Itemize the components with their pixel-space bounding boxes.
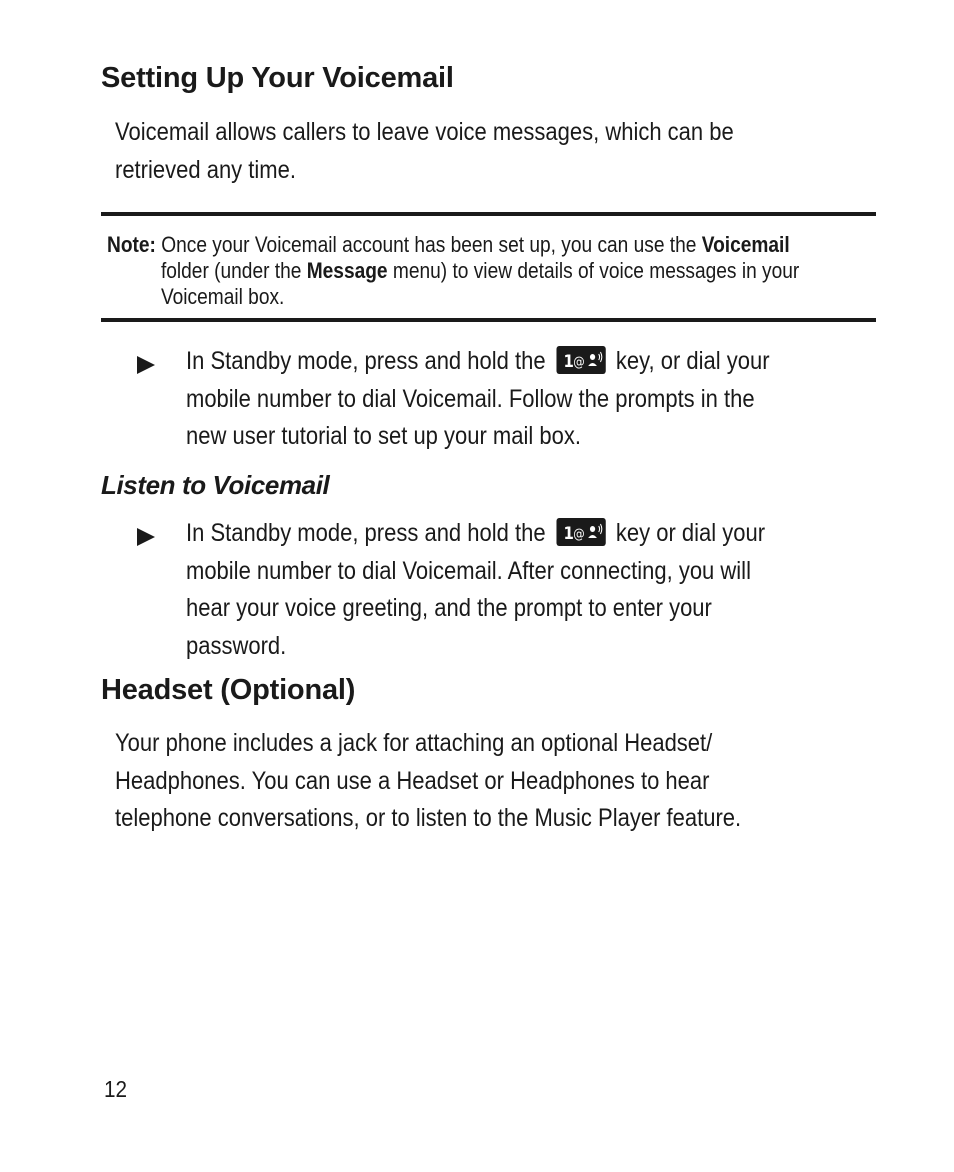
voicemail-intro-paragraph: [115, 114, 734, 189]
key-digit: 1: [563, 351, 574, 372]
headset-line-3: telephone conversations, or to listen to the Music Player feature.: [115, 804, 742, 832]
note-bold-voicemail: Voicemail: [701, 232, 790, 257]
key-digit: 1: [563, 523, 574, 544]
note-line-2: [107, 258, 873, 284]
step1-after-key: key, or dial your: [615, 347, 770, 375]
bullet-arrow-icon: [137, 356, 155, 374]
section-title-headset: Headset (Optional): [101, 674, 356, 706]
step2-after-key: key or dial your: [615, 519, 766, 547]
note-text-a: Once your Voicemail account has been set up, you can use the: [155, 232, 702, 257]
step2-line-2: mobile number to dial Voicemail. After connecting, you will: [186, 556, 751, 585]
page-number: 12: [104, 1076, 128, 1102]
note-label: Note:: [107, 232, 156, 257]
bullet-arrow-icon: [137, 528, 155, 546]
headset-line-1: Your phone includes a jack for attaching an optional Headset/: [115, 729, 713, 757]
note-text: [107, 232, 873, 310]
step2-before-key: In Standby mode, press and hold the: [186, 519, 546, 547]
section-title-setting-up-voicemail: Setting Up Your Voicemail: [101, 62, 454, 94]
step-setup-voicemail: [186, 343, 855, 456]
step2-line-4: password.: [186, 631, 287, 660]
step-listen-voicemail: [186, 515, 855, 665]
note-text-c: menu) to view details of voice messages in your: [387, 258, 800, 283]
step1-before-key: In Standby mode, press and hold the: [186, 347, 546, 375]
voicemail-key-icon: [555, 517, 606, 547]
note-bold-message: Message: [306, 258, 388, 283]
key-symbol: @: [572, 354, 585, 370]
headset-paragraph: [115, 725, 741, 838]
key-symbol: @: [572, 526, 585, 542]
note-line-3: Voicemail box.: [160, 284, 285, 309]
step2-line-3: hear your voice greeting, and the prompt to enter your: [186, 594, 712, 622]
voicemail-key-icon: [555, 345, 606, 375]
intro-line-1: Voicemail allows callers to leave voice messages, which can be: [115, 118, 734, 146]
headset-line-2: Headphones. You can use a Headset or Headphones to hear: [115, 766, 710, 795]
intro-line-2: retrieved any time.: [115, 155, 296, 184]
note-box: [101, 212, 876, 322]
step1-line-3: new user tutorial to set up your mail box.: [186, 422, 581, 450]
step1-line-2: mobile number to dial Voicemail. Follow the prompts in the: [186, 384, 755, 413]
note-text-b: folder (under the: [160, 258, 307, 283]
subsection-title-listen-to-voicemail: Listen to Voicemail: [101, 470, 330, 500]
